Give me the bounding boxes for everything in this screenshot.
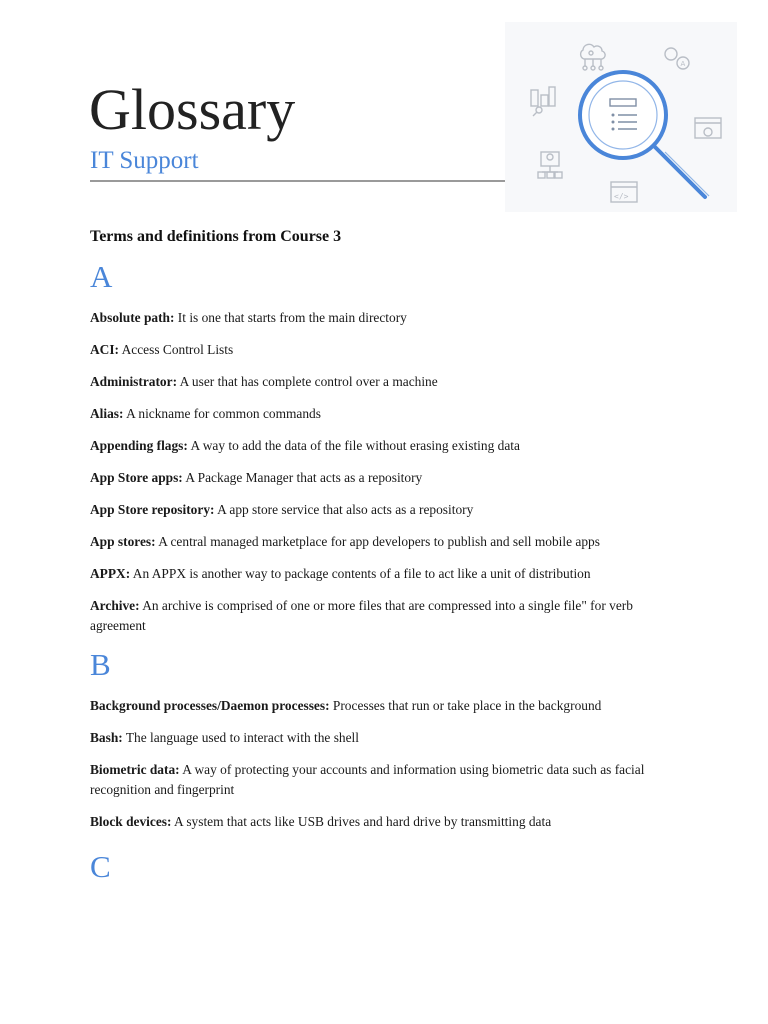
glossary-entry xyxy=(90,436,680,456)
section-letter: B xyxy=(90,647,111,682)
course-heading: Terms and definitions from Course 3 xyxy=(90,228,342,245)
entry-term: Absolute path: xyxy=(90,310,175,325)
page-title: Glossary xyxy=(89,77,296,142)
entry-term: Biometric data: xyxy=(90,762,180,777)
glossary-entry xyxy=(90,696,680,716)
entry-definition: Access Control Lists xyxy=(119,342,234,357)
glossary-entry xyxy=(90,812,680,832)
entry-term: Background processes/Daemon processes: xyxy=(90,698,330,713)
magnifier-document-illustration-icon xyxy=(505,22,737,212)
svg-text:A: A xyxy=(680,60,686,68)
glossary-entry xyxy=(90,308,680,328)
entry-term: Block devices: xyxy=(90,814,172,829)
section-b xyxy=(90,646,680,832)
entry-definition: A Package Manager that acts as a repository xyxy=(182,470,423,485)
entry-definition: The language used to interact with the shell xyxy=(122,730,360,745)
entry-definition: A user that has complete control over a machine xyxy=(177,374,438,389)
entry-definition: Processes that run or take place in the background xyxy=(329,698,602,713)
glossary-content xyxy=(90,226,680,886)
glossary-entry xyxy=(90,468,680,488)
glossary-entry xyxy=(90,532,680,552)
entry-term: Archive: xyxy=(90,598,140,613)
section-letter: A xyxy=(90,259,113,294)
entry-term: Bash: xyxy=(90,730,123,745)
glossary-entry xyxy=(90,500,680,520)
entry-term: Administrator: xyxy=(90,374,178,389)
entry-definition: A app store service that also acts as a repository xyxy=(214,502,474,517)
section-a xyxy=(90,258,680,636)
glossary-entry xyxy=(90,564,680,584)
entry-definition: A system that acts like USB drives and hard drive by transmitting data xyxy=(171,814,552,829)
entry-definition: An APPX is another way to package contents of a file to act like a unit of distribution xyxy=(130,566,591,581)
svg-text:</>: </> xyxy=(614,192,629,201)
entry-definition: A way to add the data of the file without erasing existing data xyxy=(187,438,520,453)
entry-term: App stores: xyxy=(90,534,156,549)
page-subtitle: IT Support xyxy=(90,147,199,174)
entry-term: Alias: xyxy=(90,406,124,421)
entry-definition: It is one that starts from the main directory xyxy=(174,310,407,325)
entry-definition: A nickname for common commands xyxy=(123,406,321,421)
entry-term: ACI: xyxy=(90,342,120,357)
entry-term: App Store apps: xyxy=(90,470,183,485)
glossary-entry xyxy=(90,760,680,800)
entry-definition: An archive is comprised of one or more files that are compressed into a single file" for verb agreement xyxy=(90,598,633,633)
entry-definition: A central managed marketplace for app developers to publish and sell mobile apps xyxy=(155,534,600,549)
glossary-entry xyxy=(90,728,680,748)
glossary-entry xyxy=(90,596,680,636)
glossary-entry xyxy=(90,404,680,424)
glossary-entry xyxy=(90,372,680,392)
entry-term: Appending flags: xyxy=(90,438,188,453)
entry-term: App Store repository: xyxy=(90,502,215,517)
section-letter: C xyxy=(90,849,111,884)
section-c xyxy=(90,848,680,886)
entry-definition: A way of protecting your accounts and information using biometric data such as facial recognition and fingerprint xyxy=(90,762,645,797)
entry-term: APPX: xyxy=(90,566,131,581)
glossary-entry xyxy=(90,340,680,360)
